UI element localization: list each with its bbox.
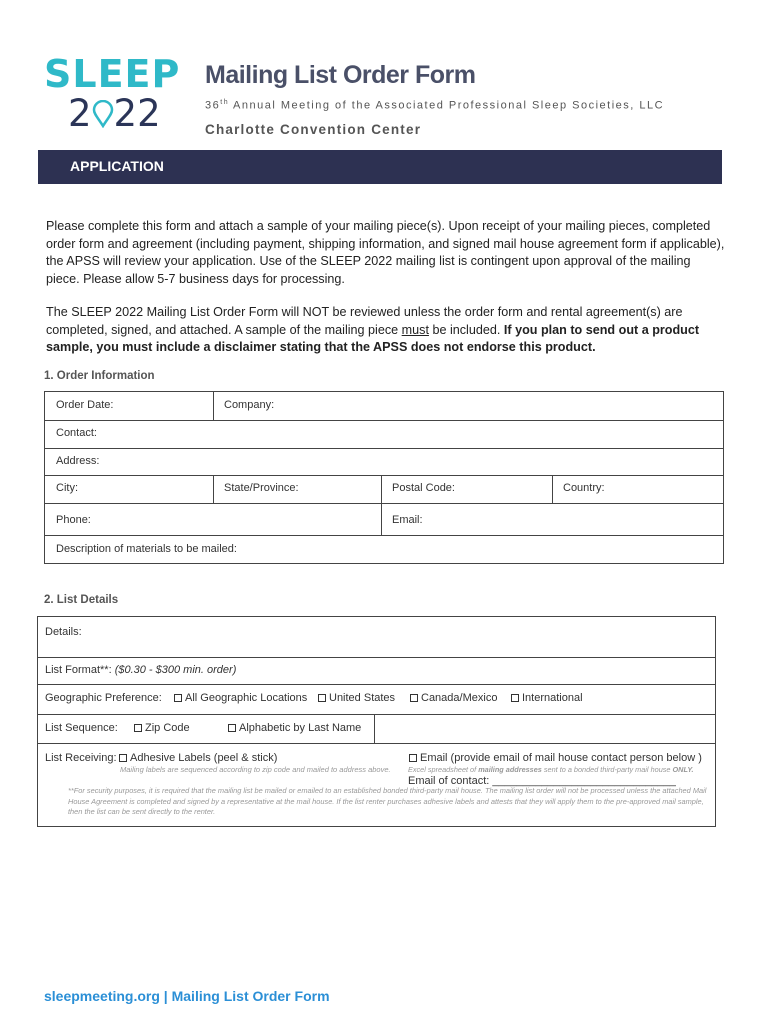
email-contact-field[interactable]: Email of contact: ______________________________ <box>408 775 676 787</box>
logo-sleep-word: SLEEP <box>44 52 181 96</box>
seq-zip-checkbox[interactable]: Zip Code <box>134 722 190 734</box>
city-field[interactable]: City: <box>56 482 78 494</box>
receiving-adhesive-checkbox[interactable]: Adhesive Labels (peel & stick) <box>119 752 277 764</box>
description-field[interactable]: Description of materials to be mailed: <box>56 543 237 555</box>
checkbox-icon <box>409 754 417 762</box>
geo-preference-row <box>38 684 715 714</box>
list-format-row: List Format**: ($0.30 - $300 min. order) <box>45 664 237 676</box>
logo-year-right: 22 <box>113 92 161 135</box>
receiving-label: List Receiving: <box>45 752 117 764</box>
meeting-subtitle: 36th Annual Meeting of the Associated Professional Sleep Societies, LLC <box>205 99 665 112</box>
intro-paragraph: Please complete this form and attach a sample of your mailing piece(s). Upon receipt of your mailing pieces, completed order form and agreement (including payment, shipping information, and signed mail house agreement form if applicable), the APSS will review your application. Use of the SLEEP 2022 mailing list is contingent upon approval of the mailing piece. Please allow 5-7 business days for processing. <box>46 219 725 286</box>
address-field[interactable]: Address: <box>56 455 100 467</box>
geo-label: Geographic Preference: <box>45 692 162 704</box>
country-field[interactable]: Country: <box>563 482 605 494</box>
geo-us-checkbox[interactable]: United States <box>318 692 395 704</box>
phone-field[interactable]: Phone: <box>56 514 91 526</box>
list-details-table <box>37 616 716 827</box>
application-bar <box>38 150 722 184</box>
email-note: Excel spreadsheet of mailing addresses sent to a bonded third-party mail house ONLY. <box>408 765 694 774</box>
list-sequence-row <box>38 714 374 743</box>
list-receiving-row <box>38 743 715 826</box>
adhesive-note: Mailing labels are sequenced according to zip code and mailed to address above. <box>120 765 391 774</box>
postal-code-field[interactable]: Postal Code: <box>392 482 455 494</box>
seq-alpha-checkbox[interactable]: Alphabetic by Last Name <box>228 722 361 734</box>
email-field[interactable]: Email: <box>392 514 423 526</box>
geo-all-checkbox[interactable]: All Geographic Locations <box>174 692 307 704</box>
list-details-heading: 2. List Details <box>44 594 119 606</box>
logo-year <box>68 92 161 135</box>
footer-link[interactable]: sleepmeeting.org | Mailing List Order Form <box>44 988 330 1004</box>
logo-year-left: 2 <box>68 92 92 135</box>
company-field[interactable]: Company: <box>224 399 275 411</box>
checkbox-icon <box>134 724 142 732</box>
checkbox-icon <box>174 694 182 702</box>
geo-canada-mexico-checkbox[interactable]: Canada/Mexico <box>410 692 497 704</box>
checkbox-icon <box>119 754 127 762</box>
list-format-note: ($0.30 - $300 min. order) <box>114 664 237 676</box>
order-info-heading: 1. Order Information <box>44 370 155 382</box>
location-pin-icon <box>92 100 114 128</box>
intro-paragraph-2: The SLEEP 2022 Mailing List Order Form will NOT be reviewed unless the order form and rental agreement(s) are completed, signed, and attached. A sample of the mailing piece must be included. If you plan to send out a product sample, you must include a disclaimer stating that the APSS does not endorse this product. <box>46 305 700 354</box>
order-date-field[interactable]: Order Date: <box>56 399 114 411</box>
checkbox-icon <box>318 694 326 702</box>
checkbox-icon <box>228 724 236 732</box>
contact-field[interactable]: Contact: <box>56 427 97 439</box>
sequence-label: List Sequence: <box>45 722 118 734</box>
checkbox-icon <box>511 694 519 702</box>
page-title: Mailing List Order Form <box>205 61 476 89</box>
details-field[interactable]: Details: <box>45 626 82 638</box>
order-info-table <box>44 391 724 564</box>
application-bar-label: APPLICATION <box>70 158 164 174</box>
geo-international-checkbox[interactable]: International <box>511 692 583 704</box>
state-field[interactable]: State/Province: <box>224 482 299 494</box>
receiving-email-checkbox[interactable]: Email (provide email of mail house contact person below ) <box>409 752 702 764</box>
security-note: **For security purposes, it is required that the mailing list be mailed or emailed to an established bonded third-party mail house. The mailing list order will not be processed unless the attached Mail House Agreement is completed and signed by a representative at the mail house. If the list renter purchases adhesive labels and attests that they will apply them to the pre-approved mail sample, then the list can be sent directly to the renter. <box>68 786 707 816</box>
venue: Charlotte Convention Center <box>205 122 422 137</box>
checkbox-icon <box>410 694 418 702</box>
